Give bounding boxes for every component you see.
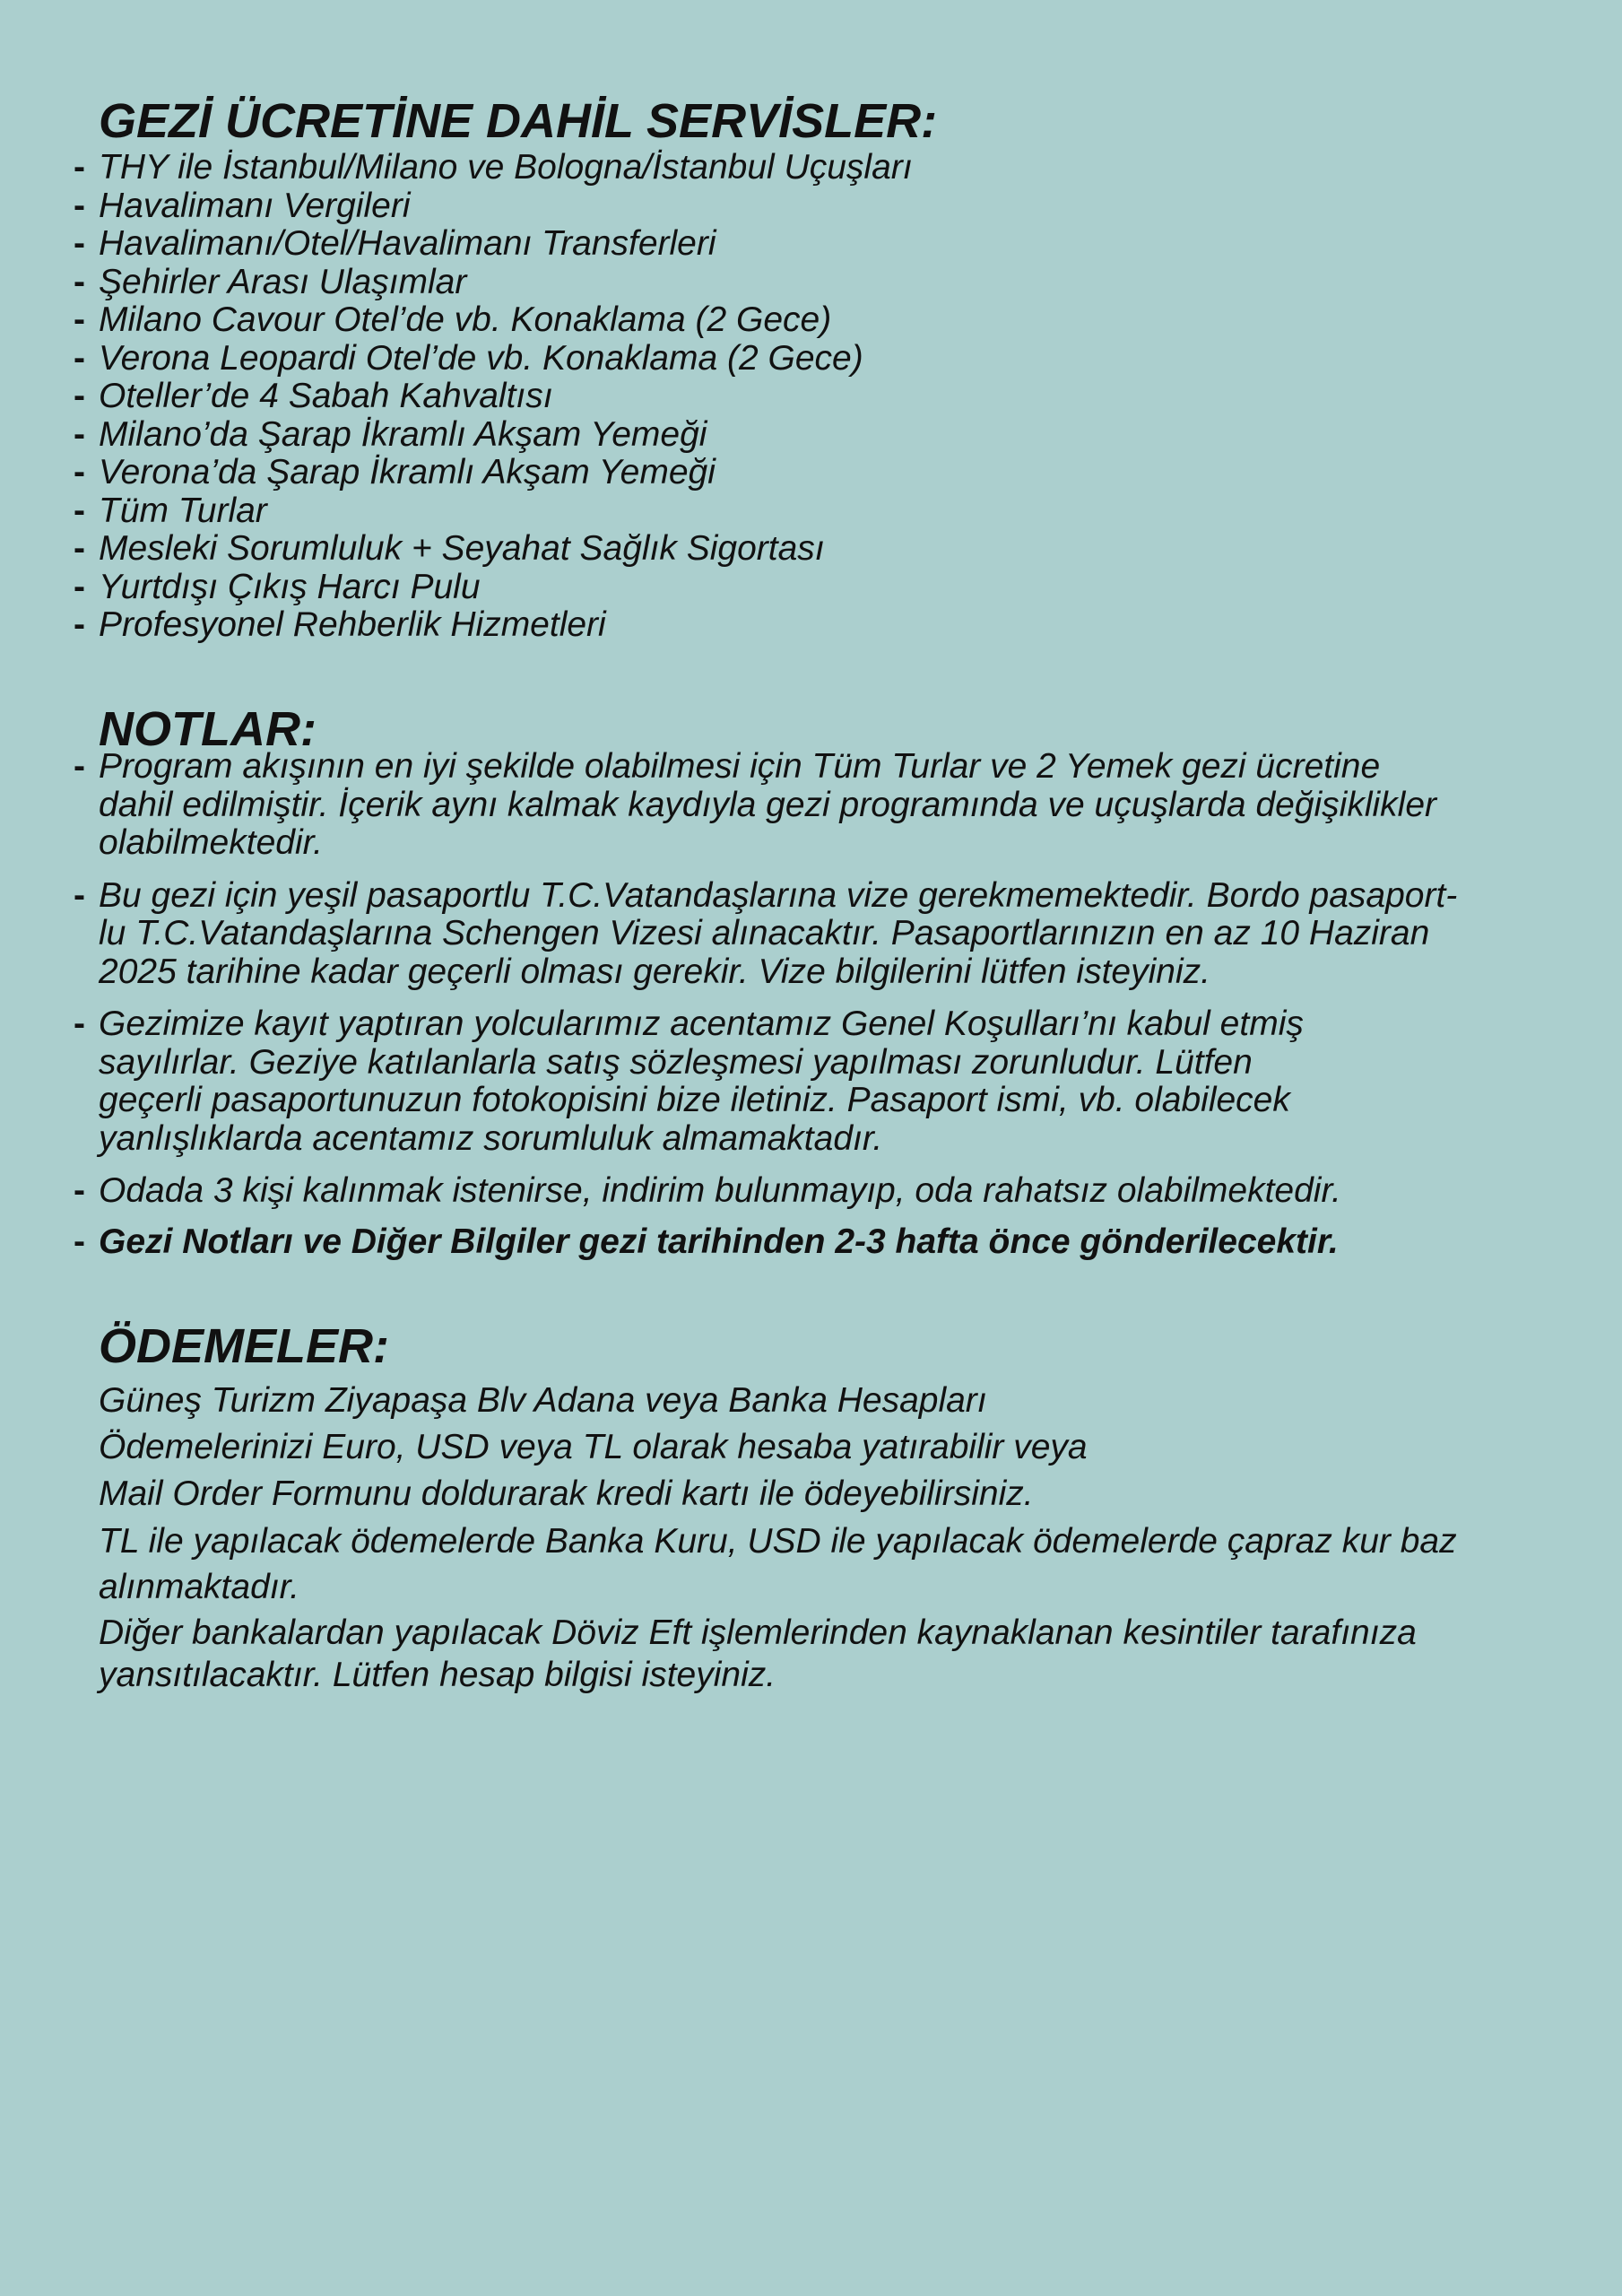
note-text [99, 1005, 1587, 1158]
bullet-dash: - [74, 875, 85, 915]
note-line: Gezimize kayıt yaptıran yolcularımız acentamız Genel Koşulları’nı kabul etmiş [99, 1004, 1304, 1043]
list-item-text: Verona’da Şarap İkramlı Akşam Yemeği [99, 453, 716, 491]
list-item-text: Profesyonel Rehberlik Hizmetleri [99, 605, 606, 644]
payment-line: TL ile yapılacak ödemelerde Banka Kuru, USD ile yapılacak ödemelerde çapraz kur baz [99, 1522, 1457, 1561]
payment-line: alınmaktadır. [99, 1568, 299, 1606]
bullet-dash: - [74, 605, 85, 644]
note-item [0, 748, 1622, 863]
list-item-text: Tüm Turlar [99, 491, 267, 530]
list-item-text: Mesleki Sorumluluk + Seyahat Sağlık Sigortası [99, 529, 825, 568]
bullet-dash: - [74, 414, 85, 454]
list-item-text: Oteller’de 4 Sabah Kahvaltısı [99, 377, 553, 415]
payment-line: Diğer bankalardan yapılacak Döviz Eft işlemlerinden kaynaklanan kesintiler tarafınıza [99, 1613, 1417, 1652]
note-line: 2025 tarihine kadar geçerli olması gerekir. Vize bilgilerini lütfen isteyiniz. [99, 952, 1210, 991]
list-item [0, 301, 1622, 340]
bullet-dash: - [74, 262, 85, 301]
bullet-dash: - [74, 1004, 85, 1043]
list-item [0, 187, 1622, 226]
list-item-text: Yurtdışı Çıkış Harcı Pulu [99, 567, 481, 606]
list-item-text: THY ile İstanbul/Milano ve Bologna/İstanbul Uçuşları [99, 148, 913, 187]
note-line: Program akışının en iyi şekilde olabilmesi için Tüm Turlar ve 2 Yemek gezi ücretine [99, 747, 1381, 786]
services-heading: GEZİ ÜCRETİNE DAHİL SERVİSLER: [99, 94, 938, 148]
bullet-dash: - [74, 377, 85, 415]
payment-line: Güneş Turizm Ziyapaşa Blv Adana veya Banka Hesapları [99, 1381, 987, 1420]
bullet-dash: - [74, 1171, 85, 1210]
list-item [0, 416, 1622, 455]
note-item [0, 877, 1622, 992]
note-text [99, 1172, 1587, 1211]
list-item [0, 225, 1622, 264]
note-text [99, 748, 1587, 863]
list-item [0, 606, 1622, 645]
services-list [0, 149, 1622, 645]
list-item-text: Milano’da Şarap İkramlı Akşam Yemeği [99, 414, 707, 454]
list-item-text: Havalimanı Vergileri [99, 186, 411, 225]
bullet-dash: - [74, 224, 85, 263]
bullet-dash: - [74, 300, 85, 339]
list-item-text: Şehirler Arası Ulaşımlar [99, 262, 467, 301]
note-line: yanlışlıklarda acentamız sorumluluk almamaktadır. [99, 1118, 883, 1158]
list-item [0, 340, 1622, 378]
note-item-important [0, 1223, 1622, 1262]
notes-heading: NOTLAR: [99, 702, 317, 756]
payment-line: Mail Order Formunu doldurarak kredi kartı ile ödeyebilirsiniz. [99, 1474, 1034, 1513]
note-line: Odada 3 kişi kalınmak istenirse, indirim bulunmayıp, oda rahatsız olabilmektedir. [99, 1171, 1341, 1210]
note-text [99, 1223, 1587, 1262]
note-line: olabilmektedir. [99, 823, 323, 862]
bullet-dash: - [74, 567, 85, 606]
list-item [0, 378, 1622, 416]
bullet-dash: - [74, 186, 85, 225]
payment-line: yansıtılacaktır. Lütfen hesap bilgisi isteyiniz. [99, 1656, 776, 1694]
bullet-dash: - [74, 338, 85, 378]
note-text [99, 877, 1587, 992]
note-line: lu T.C.Vatandaşlarına Schengen Vizesi alınacaktır. Pasaportlarınızın en az 10 Haziran [99, 914, 1430, 952]
bullet-dash: - [74, 529, 85, 568]
payments-heading: ÖDEMELER: [99, 1319, 389, 1373]
list-item-text: Havalimanı/Otel/Havalimanı Transferleri [99, 224, 716, 263]
note-item [0, 1005, 1622, 1158]
bullet-dash: - [74, 747, 85, 786]
list-item-text: Milano Cavour Otel’de vb. Konaklama (2 Gece) [99, 300, 832, 339]
notes-list [0, 748, 1622, 1261]
bullet-dash: - [74, 491, 85, 530]
note-item [0, 1172, 1622, 1211]
list-item [0, 454, 1622, 492]
list-item [0, 530, 1622, 569]
bullet-dash: - [74, 453, 85, 491]
bullet-dash: - [74, 148, 85, 187]
note-line: Bu gezi için yeşil pasaportlu T.C.Vatandaşlarına vize gerekmemektedir. Bordo pasaport- [99, 875, 1458, 915]
bullet-dash: - [74, 1222, 85, 1261]
payment-line: Ödemelerinizi Euro, USD veya TL olarak hesaba yatırabilir veya [99, 1428, 1088, 1466]
list-item [0, 149, 1622, 187]
note-line: Gezi Notları ve Diğer Bilgiler gezi tarihinden 2-3 hafta önce gönderilecektir. [99, 1222, 1339, 1261]
list-item [0, 264, 1622, 302]
list-item [0, 492, 1622, 531]
list-item [0, 569, 1622, 607]
list-item-text: Verona Leopardi Otel’de vb. Konaklama (2 Gece) [99, 338, 863, 378]
note-line: dahil edilmiştir. İçerik aynı kalmak kaydıyla gezi programında ve uçuşlarda değişiklikler [99, 785, 1437, 824]
note-line: geçerli pasaportunuzun fotokopisini bize iletiniz. Pasaport ismi, vb. olabilecek [99, 1081, 1290, 1119]
note-line: sayılırlar. Geziye katılanlarla satış sözleşmesi yapılması zorunludur. Lütfen [99, 1042, 1253, 1082]
